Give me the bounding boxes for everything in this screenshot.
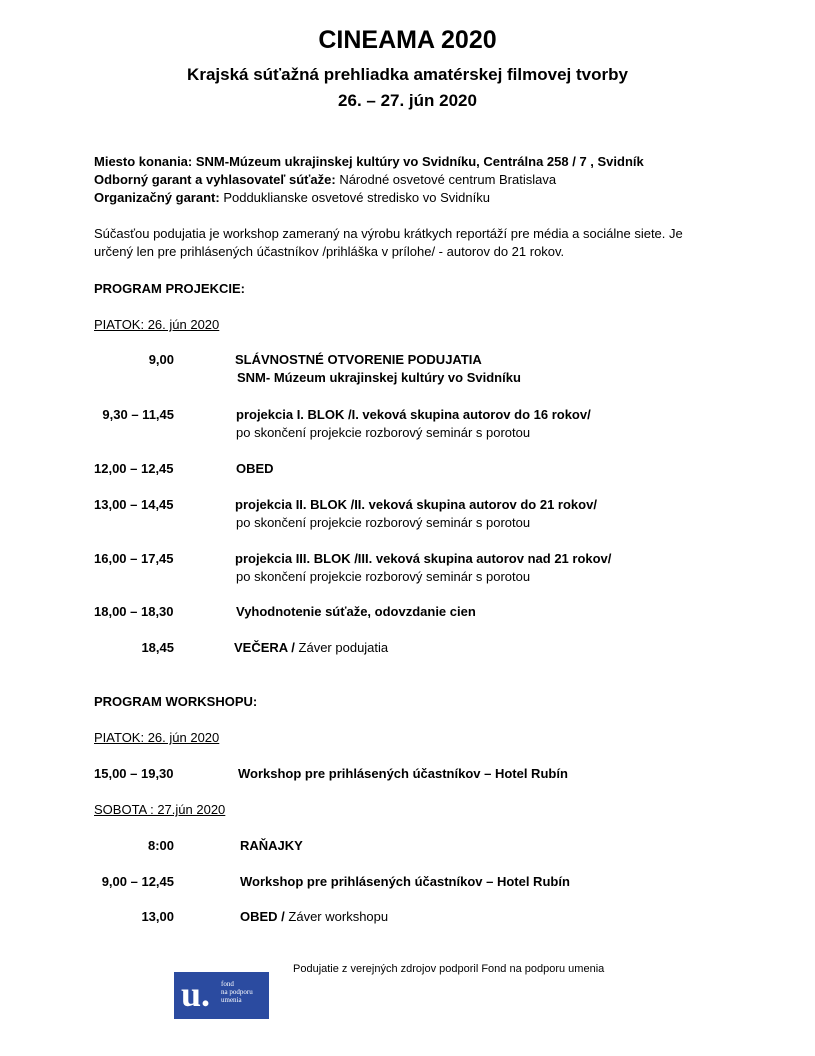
workshop-day-2: SOBOTA : 27.jún 2020: [94, 802, 226, 817]
schedule-time: 8:00: [147, 838, 174, 853]
guarantor-value: Národné osvetové centrum Bratislava: [335, 172, 557, 187]
schedule-event: projekcia I. BLOK /I. veková skupina autorov do 16 rokov/: [236, 407, 591, 422]
logo-letter: u.: [181, 974, 211, 1014]
schedule-event-main: OBED /: [240, 909, 285, 924]
event-dates: 26. – 27. jún 2020: [338, 91, 477, 110]
schedule-event: RAŇAJKY: [240, 838, 303, 853]
organizer-line: [94, 189, 490, 207]
schedule-event: Workshop pre prihlásených účastníkov – Hotel Rubín: [238, 766, 568, 781]
schedule-time: 18,00 – 18,30: [94, 604, 174, 619]
logo-text: [221, 980, 253, 1004]
schedule-event-detail: po skončení projekcie rozborový seminár s porotou: [236, 515, 531, 530]
workshop-heading: PROGRAM WORKSHOPU:: [94, 694, 258, 709]
page-subtitle: Krajská súťažná prehliadka amatérskej filmovej tvorby: [187, 65, 628, 84]
schedule-event-extra: Záver podujatia: [294, 640, 389, 655]
schedule-time: 9,30 – 11,45: [102, 407, 174, 422]
projection-day: PIATOK: 26. jún 2020: [94, 317, 220, 332]
schedule-event-main: VEČERA /: [234, 640, 295, 655]
schedule-event-extra: Záver workshopu: [284, 909, 389, 924]
schedule-event-detail: SNM- Múzeum ukrajinskej kultúry vo Svidníku: [237, 370, 521, 385]
schedule-event: Vyhodnotenie súťaže, odovzdanie cien: [236, 604, 476, 619]
schedule-time: 9,00: [148, 352, 174, 367]
schedule-time: 13,00 – 14,45: [94, 497, 174, 512]
page-title: CINEAMA 2020: [318, 26, 497, 54]
schedule-time: 9,00 – 12,45: [101, 874, 174, 889]
schedule-event: SLÁVNOSTNÉ OTVORENIE PODUJATIA: [235, 352, 482, 367]
organizer-value: Podduklianske osvetové stredisko vo Svidníku: [219, 190, 490, 205]
venue-line: Miesto konania: SNM-Múzeum ukrajinskej kultúry vo Svidníku, Centrálna 258 / 7 , Svidník: [94, 154, 644, 169]
schedule-event-detail: po skončení projekcie rozborový seminár s porotou: [236, 569, 531, 584]
schedule-time: 18,45: [141, 640, 174, 655]
logo-line: umenia: [221, 996, 242, 1004]
support-text: Podujatie z verejných zdrojov podporil Fond na podporu umenia: [293, 963, 605, 975]
logo-line: fond: [221, 980, 234, 988]
description-line-1: Súčasťou podujatia je workshop zameraný na výrobu krátkych reportáží pre média a sociálne siete. Je: [94, 226, 683, 241]
fund-logo: [174, 972, 269, 1019]
schedule-time: 13,00: [141, 909, 174, 924]
schedule-time: 16,00 – 17,45: [94, 551, 174, 566]
schedule-time: 15,00 – 19,30: [94, 766, 174, 781]
schedule-event: [240, 908, 388, 926]
schedule-time: 12,00 – 12,45: [94, 461, 174, 476]
schedule-event-detail: po skončení projekcie rozborový seminár s porotou: [236, 425, 531, 440]
description-line-2: určený len pre prihlásených účastníkov /prihláška v prílohe/ - autorov do 21 rokov.: [94, 244, 565, 259]
schedule-event: [234, 639, 388, 657]
guarantor-line: [94, 171, 556, 189]
schedule-event: projekcia III. BLOK /III. veková skupina autorov nad 21 rokov/: [235, 551, 612, 566]
organizer-label: Organizačný garant:: [94, 190, 220, 205]
logo-line: na podporu: [221, 988, 253, 996]
projection-heading: PROGRAM PROJEKCIE:: [94, 281, 245, 296]
workshop-day-1: PIATOK: 26. jún 2020: [94, 730, 220, 745]
schedule-event: projekcia II. BLOK /II. veková skupina autorov do 21 rokov/: [235, 497, 597, 512]
schedule-event: Workshop pre prihlásených účastníkov – Hotel Rubín: [240, 874, 570, 889]
schedule-event: OBED: [236, 461, 274, 476]
guarantor-label: Odborný garant a vyhlasovateľ súťaže:: [94, 172, 336, 187]
